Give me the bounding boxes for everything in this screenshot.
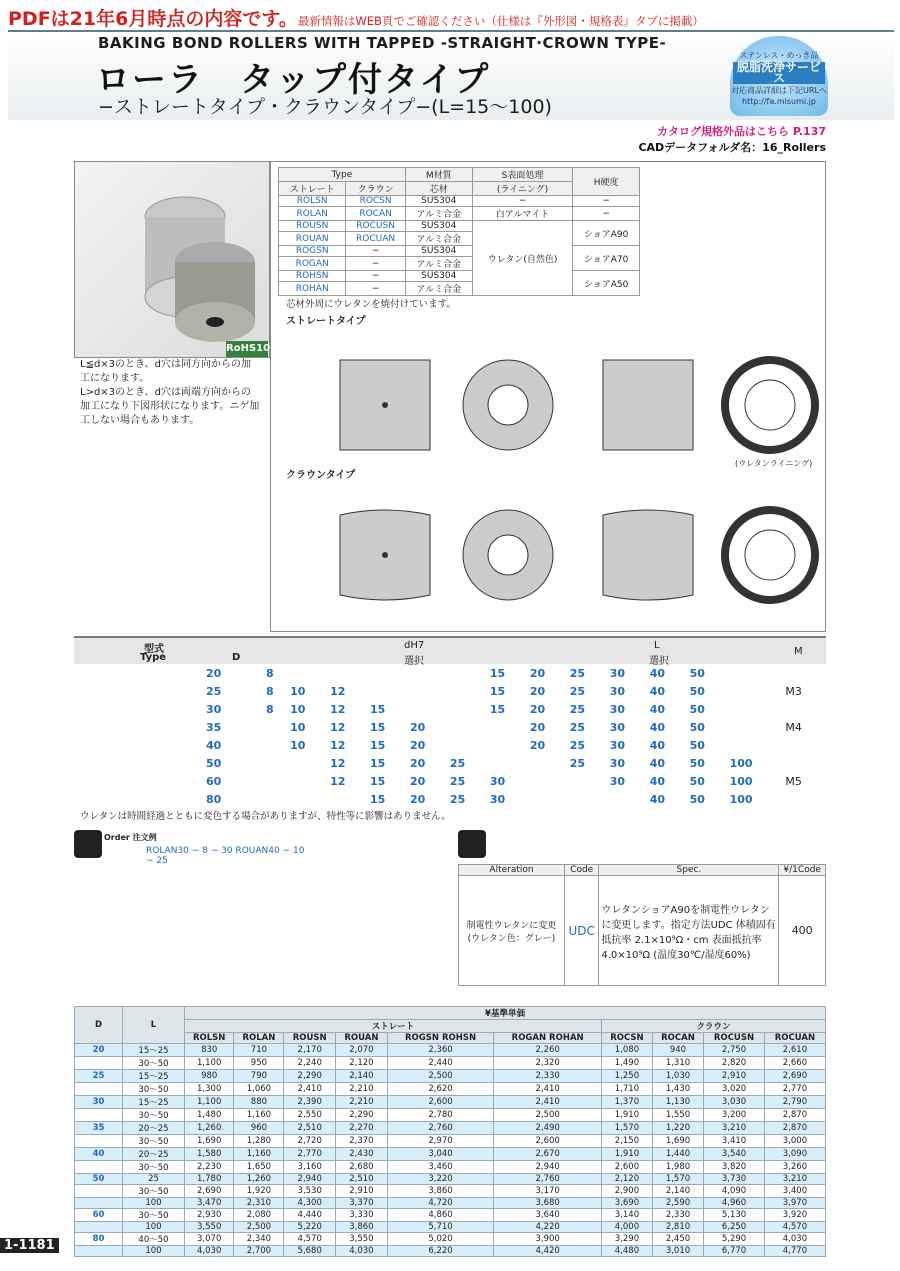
straight-label: ストレートタイプ (286, 316, 366, 327)
crown-label: クラウンタイプ (286, 470, 356, 481)
page-number: 1-1181 (0, 1238, 59, 1253)
order-label: Order 注文例 (104, 833, 157, 842)
title-en: BAKING BOND ROLLERS WITH TAPPED -STRAIGHT·CROWN TYPE- (98, 34, 667, 52)
price-table: D L ¥基準単価 ストレート クラウン ROLSN ROLAN ROUSN ROUAN ROGSN ROHSN ROGAN ROHAN ROCSN ROCAN ROCUSN ROCUAN 20 15〜25 830 710 2,170 2,070 2,360 2,260 1,080 940 2,750 2,610 30〜50 1,100 950 2,240 2,120 2,440 2,320 1,490 1,310 2,820 2,660 25 15〜25 980 790 2,290 2,140 2,500 2,330 1,250 1,030 2,910 2,690 30〜50 1,300 1,060 2,410 2,210 2,620 2,410 1,710 1,430 3,020 2,770 30 15〜25 1,100 880 2,390 2,210 2,600 2,410 1,370 1,130 3,030 2,790 30〜50 1,480 1,160 2,550 2,290 2,780 2,500 1,910 1,550 3,200 2,870 35 20〜25 1,260 960 2,510 2,270 2,760 2,490 1,570 1,220 3,210 2,870 30〜50 1,690 1,280 2,720 2,370 2,970 2,600 2,150 1,690 3,410 3,000 40 20〜25 1,580 1,160 2,770 2,430 3,040 2,670 1,910 1,440 3,540 3,090 30〜50 2,230 1,650 3,160 2,680 3,460 2,940 2,600 1,980 3,820 3,260 50 25 1,780 1,260 2,940 2,510 3,220 2,760 2,120 1,570 3,730 3,210 30〜50 2,690 1,920 3,530 2,910 3,860 3,170 2,900 2,140 4,090 3,400 100 3,470 2,310 4,300 3,370 4,720 3,680 3,690 2,590 4,960 3,970 60 30〜50 2,930 2,080 4,440 3,330 4,860 3,640 3,140 2,330 5,130 3,920 100 3,550 2,500 5,220 3,860 5,710 4,220 4,000 2,810 6,250 4,570 80 40〜50 3,070 2,340 4,570 3,550 5,020 3,900 3,290 2,450 5,290 4,030 100 4,030 2,700 5,680 4,030 6,220 4,420 4,480 3,010 6,770 4,770 (74, 1006, 826, 1257)
order-example: ROLAN30 − 8 − 30 ROUAN40 − 10 − 25 (146, 846, 305, 866)
alteration-icon (458, 830, 486, 858)
urethane-note: ウレタンは時間経過とともに変色する場合がありますが、特性等に影響はありません。 (80, 811, 451, 822)
rohs-badge: RoHS10 (226, 341, 268, 357)
catalog-link[interactable]: カタログ規格外品はこちら P.137 (656, 125, 826, 138)
technical-drawings (270, 320, 826, 620)
spec-note: 芯材外周にウレタンを焼付けています。 (286, 299, 456, 310)
selection-table: 20 8 15 20 25 30 40 50 25 8 10 12 15 20 25 30 40 50 M3 30 8 10 12 15 15 20 25 30 40 50 35 10 12 15 20 20 25 30 40 50 M4 40 10 12 15 20 20 25 30 40 50 50 12 15 20 25 25 30 40 50 100 60 12 15 20 25 30 30 40 50 100 M5 80 15 20 25 30 40 50 100 (206, 666, 802, 806)
spec-table: Type M材質 S表面処理 H硬度 ストレート クラウン 芯材 (ライニング) ROLSN ROCSN SUS304 − − ROLAN ROCAN アルミ合金 白アルマイト − ROUSN ROCUSN SUS304 ウレタン(自然色) ショアA90 ROUAN ROCUAN アルミ合金 ROGSN − SUS304 ショアA70 ROGAN − アルミ合金 ROHSN − SUS304 ショアA50 ROHAN − アルミ合金 (278, 167, 640, 296)
order-icon (74, 830, 102, 858)
notice-banner: PDFは21年6月時点の内容です。最新情報はWEB頁でご確認ください（仕様は『外形図・規格表』タブに掲載） (8, 8, 704, 30)
cad-folder: CADデータフォルダ名：16_Rollers (638, 141, 826, 154)
page-title: ローラ タップ付タイプ (96, 60, 491, 100)
page-subtitle: −ストレートタイプ・クラウンタイプ−(L=15〜100) (98, 96, 552, 118)
degrease-service-badge[interactable]: ステンレス・めっき品 脱脂洗浄サービス 対応商品詳細は下記URLへ http://fa.misumi.jp (730, 36, 828, 116)
product-photo (74, 161, 270, 358)
selection-table-header: 型式 Type D dH7 選択 L 選択 M (74, 636, 826, 664)
side-notes: L≦d×3のとき、d穴は同方向からの加工になります。 L>d×3のとき、d穴は両端方向からの加工になり下図形状になります。ニゲ加工しない場合もあります。 (80, 359, 260, 426)
lining-label: (ウレタンライニング) (735, 459, 813, 468)
references (638, 124, 826, 156)
alteration-table: Alteration Code Spec. ¥/1Code 制電性ウレタンに変更(ウレタン色：グレー) UDC ウレタンショアA90を制電性ウレタンに変更します。指定方法UDC 体積固有抵抗率 2.1×10⁹Ω・cm 表面抵抗率 4.0×10⁹Ω (温度30℃/湿度60%) 400 (458, 864, 826, 986)
